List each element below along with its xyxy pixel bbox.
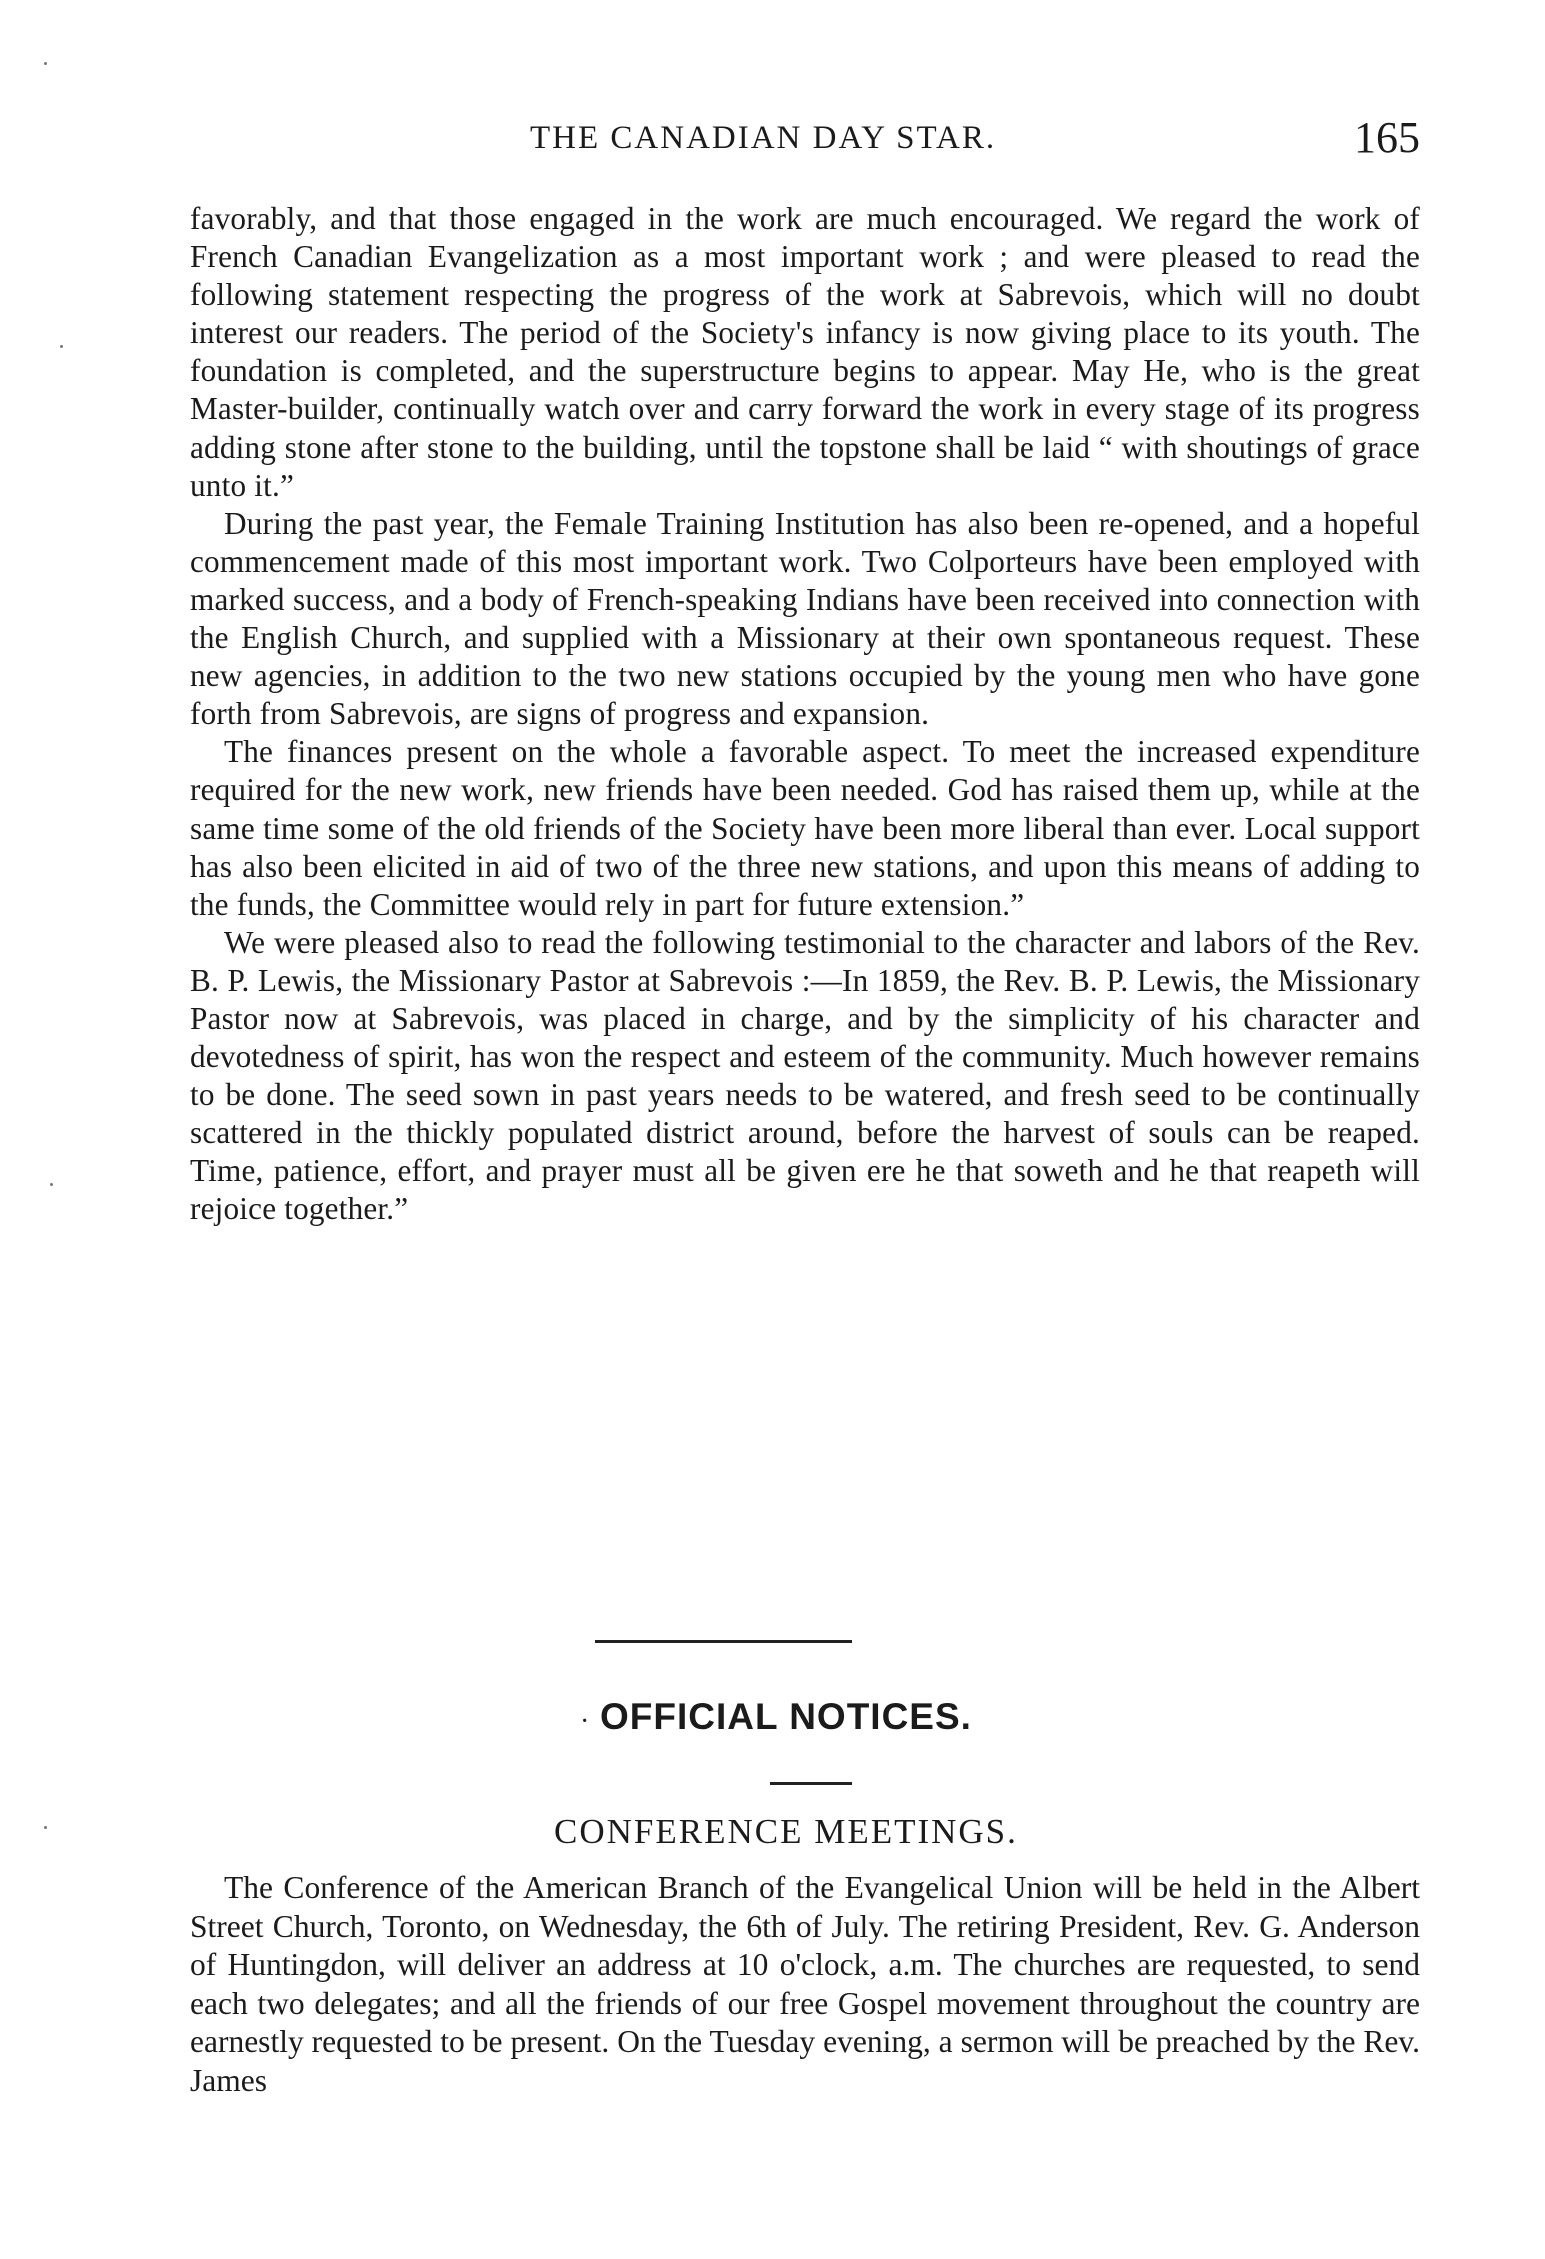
printer-dot: · bbox=[580, 1706, 590, 1737]
notice-body bbox=[190, 1869, 1420, 2100]
running-head bbox=[190, 112, 1420, 172]
paragraph: The finances present on the whole a favorable aspect. To meet the increased expenditure required for the new work, new friends have been needed. God has raised them up, while at the same time some of the old friends of the Society have been more liberal than ever. Local support has also been elicited in aid of two of the three new stations, and upon this means of adding to the funds, the Committee would rely in part for future extension.” bbox=[190, 734, 1420, 922]
paragraph: favorably, and that those engaged in the work are much encouraged. We regard the work of French Canadian Evangelization as a most important work ; and were pleased to read the following statement respecting the progress of the work at Sabrevois, which will no doubt interest our readers. The period of the Society's infancy is now giving place to its youth. The foundation is completed, and the superstructure begins to appear. May He, who is the great Master-builder, continually watch over and carry forward the work in every stage of its progress adding stone after stone to the building, until the topstone shall be laid “ with shoutings of grace unto it.” bbox=[190, 201, 1420, 503]
section-heading: OFFICIAL NOTICES. bbox=[600, 1696, 972, 1737]
section-divider bbox=[595, 1640, 852, 1643]
margin-speck bbox=[50, 1183, 53, 1186]
heading-rule bbox=[770, 1782, 852, 1785]
paragraph: During the past year, the Female Training Institution has also been re-opened, and a hopeful commencement made of this most important work. Two Colporteurs have been employed with marked success, and a body of French-speaking Indians have been received into connection with the English Church, and supplied with a Missionary at their own spontaneous request. These new agencies, in addition to the two new stations occupied by the young men who have gone forth from Sabrevois, are signs of progress and expansion. bbox=[190, 505, 1420, 732]
page-number: 165 bbox=[1354, 113, 1420, 162]
article-body bbox=[190, 200, 1420, 1229]
subsection-heading: CONFERENCE MEETINGS. bbox=[554, 1812, 1018, 1851]
paragraph: We were pleased also to read the following testimonial to the character and labors of the Rev. B. P. Lewis, the Missionary Pastor at Sabrevois :—In 1859, the Rev. B. P. Lewis, the Missionary Pastor now at Sabrevois, was placed in charge, and by the simplicity of his character and devotedness of spirit, has won the respect and esteem of the community. Much however remains to be done. The seed sown in past years needs to be watered, and fresh seed to be continually scattered in the thickly populated district around, before the harvest of souls can be reaped. Time, patience, effort, and prayer must all be given ere he that soweth and he that reapeth will rejoice together.” bbox=[190, 924, 1420, 1227]
running-title: THE CANADIAN DAY STAR. bbox=[530, 120, 997, 156]
margin-speck bbox=[60, 345, 63, 348]
margin-speck bbox=[44, 1826, 47, 1829]
paragraph: The Conference of the American Branch of the Evangelical Union will be held in the Albert Street Church, Toronto, on Wednesday, the 6th of July. The retiring President, Rev. G. Anderson of Huntingdon, will deliver an address at 10 o'clock, a.m. The churches are requested, to send each two delegates; and all the friends of our free Gospel movement throughout the country are earnestly requested to be present. On the Tuesday evening, a sermon will be preached by the Rev. James bbox=[190, 1870, 1420, 2098]
margin-speck bbox=[44, 62, 47, 65]
